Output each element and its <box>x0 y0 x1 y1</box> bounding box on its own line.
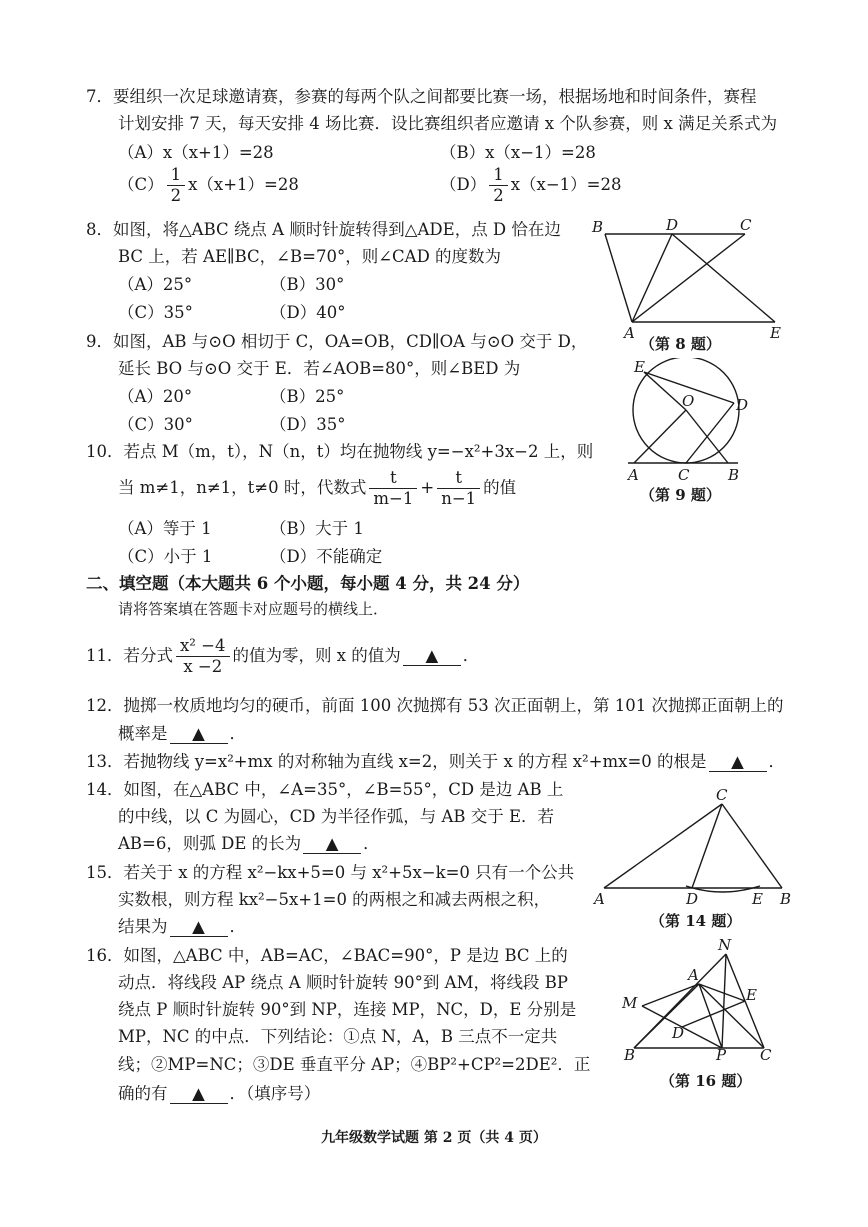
q15-prefix: 结果为 <box>118 917 168 936</box>
answer-blank: ▲ <box>170 1085 228 1104</box>
q9-option-c: （C）30° <box>118 415 193 434</box>
figure-q8-caption: （第 8 题） <box>640 335 721 353</box>
label-m: M <box>622 994 638 1012</box>
fraction-denominator: n−1 <box>441 489 477 508</box>
q7-option-a: （A）x（x+1）=28 <box>118 143 274 162</box>
q7-option-d <box>440 165 622 206</box>
answer-blank: ▲ <box>170 725 228 744</box>
fraction-denominator: 2 <box>493 186 504 205</box>
fraction <box>369 468 417 509</box>
q8-option-a: （A）25° <box>118 275 193 294</box>
fraction <box>176 636 230 677</box>
fraction-denominator: m−1 <box>373 489 414 508</box>
fraction-numerator: t <box>369 468 417 489</box>
fraction-numerator: x² −4 <box>176 636 230 657</box>
q10-line1: 10．若点 M（m，t），N（n，t）均在抛物线 y=−x²+3x−2 上，则 <box>86 442 594 461</box>
q13-end: ． <box>768 752 786 771</box>
q15-line3 <box>118 916 246 938</box>
q16-suffix: ．（填序号） <box>229 1084 321 1103</box>
q12-prefix: 概率是 <box>118 724 168 743</box>
q8-option-d: （D）40° <box>270 303 346 322</box>
answer-blank: ▲ <box>403 647 461 666</box>
fraction-numerator: t <box>437 468 480 489</box>
section-title: 二、填空题（本大题共 6 个小题，每小题 4 分，共 24 分） <box>86 574 530 593</box>
plus-sign: + <box>420 478 435 497</box>
q10-option-d: （D）不能确定 <box>270 547 383 566</box>
label-e: E <box>770 324 781 342</box>
q9-option-d: （D）35° <box>270 415 346 434</box>
q15-line1: 15．若关于 x 的方程 x²−kx+5=0 与 x²+5x−k=0 只有一个公共 <box>86 863 575 882</box>
label-d: D <box>672 1024 685 1042</box>
label-e: E <box>746 986 757 1004</box>
label-d: D <box>736 396 749 414</box>
label-c: C <box>740 216 752 234</box>
q16-line6 <box>118 1083 320 1105</box>
q15-end: ． <box>229 917 246 936</box>
q9-option-a: （A）20° <box>118 387 193 406</box>
q7-option-b: （B）x（x−1）=28 <box>440 143 596 162</box>
label-b: B <box>780 890 792 906</box>
label-a: A <box>624 324 635 342</box>
q10-option-c: （C）小于 1 <box>118 547 213 566</box>
q12-end: ． <box>229 724 246 743</box>
section-note: 请将答案填在答题卡对应题号的横线上． <box>118 600 389 618</box>
q13-line <box>86 751 785 773</box>
q16-line5: 线；②MP=NC；③DE 垂直平分 AP；④BP²+CP²=2DE²．正 <box>118 1055 591 1074</box>
q16-prefix: 确的有 <box>118 1084 168 1103</box>
q9-line2: 延长 BO 与⊙O 交于 E．若∠AOB=80°，则∠BED 为 <box>118 359 521 378</box>
q11-prefix: 11．若分式 <box>86 646 173 665</box>
fraction <box>167 165 186 206</box>
q7-option-c-label: （C） <box>118 175 164 194</box>
label-b: B <box>624 1046 636 1062</box>
figure-q16 <box>614 936 784 1062</box>
label-d: D <box>666 216 679 234</box>
label-e: E <box>752 890 763 906</box>
q10-line2-prefix: 当 m≠1，n≠1，t≠0 时，代数式 <box>118 478 367 497</box>
label-b: B <box>728 466 740 484</box>
q7-option-c <box>118 165 299 206</box>
label-c: C <box>716 786 728 804</box>
figure-q14 <box>592 786 796 906</box>
q8-option-c: （C）35° <box>118 303 193 322</box>
q14-line1: 14．如图，在△ABC 中，∠A=35°，∠B=55°，CD 是边 AB 上 <box>86 780 564 799</box>
q8-line2: BC 上，若 AE∥BC，∠B=70°，则∠CAD 的度数为 <box>118 247 502 266</box>
page-footer: 九年级数学试题 第 2 页（共 4 页） <box>321 1130 547 1146</box>
q7-option-d-text: x（x−1）=28 <box>510 175 622 194</box>
fraction <box>489 165 508 206</box>
q10-option-a: （A）等于 1 <box>118 519 212 538</box>
q9-option-b: （B）25° <box>270 387 345 406</box>
fraction <box>437 468 480 509</box>
q7-option-c-text: x（x+1）=28 <box>188 175 299 194</box>
q10-line2-suffix: 的值 <box>483 478 517 497</box>
q12-line1: 12．抛掷一枚质地均匀的硬币，前面 100 次抛掷有 53 次正面朝上，第 101 次抛掷正面朝上的 <box>86 696 784 715</box>
q15-line2: 实数根，则方程 kx²−5x+1=0 的两根之和减去两根之积， <box>118 890 551 909</box>
q14-prefix: AB=6，则弧 DE 的长为 <box>118 834 302 853</box>
figure-q9 <box>620 358 760 486</box>
q7-option-d-label: （D） <box>440 175 487 194</box>
q11-text: 的值为零，则 x 的值为 <box>232 646 401 665</box>
q13-text: 13．若抛物线 y=x²+mx 的对称轴为直线 x=2，则关于 x 的方程 x²+mx=0 的根是 <box>86 752 707 771</box>
figure-q9-caption: （第 9 题） <box>640 486 721 504</box>
label-e: E <box>634 358 645 376</box>
figure-q14-caption: （第 14 题） <box>650 912 742 930</box>
fraction-numerator: 1 <box>489 165 508 186</box>
label-d: D <box>686 890 699 906</box>
q8-option-b: （B）30° <box>270 275 345 294</box>
q16-line4: MP，NC 的中点．下列结论：①点 N，A，B 三点不一定共 <box>118 1027 558 1046</box>
q7-line1: 7．要组织一次足球邀请赛，参赛的每两个队之间都要比赛一场，根据场地和时间条件，赛程 <box>86 87 757 106</box>
q11-end: ． <box>462 646 480 665</box>
fraction-numerator: 1 <box>167 165 186 186</box>
label-a: A <box>688 966 699 984</box>
answer-blank: ▲ <box>170 918 228 937</box>
q11-line <box>86 636 479 677</box>
q16-line1: 16．如图，△ABC 中，AB=AC，∠BAC=90°，P 是边 BC 上的 <box>86 946 568 965</box>
label-a: A <box>628 466 639 484</box>
label-p: P <box>716 1046 727 1062</box>
fraction-denominator: 2 <box>170 186 182 205</box>
figure-q16-caption: （第 16 题） <box>660 1072 752 1090</box>
label-a: A <box>594 890 605 906</box>
q14-line2: 的中线，以 C 为圆心，CD 为半径作弧，与 AB 交于 E．若 <box>118 807 555 826</box>
answer-blank: ▲ <box>709 753 767 772</box>
label-b: B <box>592 218 604 236</box>
q14-end: ． <box>363 834 380 853</box>
label-c: C <box>760 1046 772 1062</box>
q10-option-b: （B）大于 1 <box>270 519 364 538</box>
label-c: C <box>678 466 690 484</box>
q8-line1: 8．如图，将△ABC 绕点 A 顺时针旋转得到△ADE，点 D 恰在边 <box>86 220 561 239</box>
figure-q8 <box>590 214 790 342</box>
label-o: O <box>682 392 695 410</box>
q12-line2 <box>118 723 246 745</box>
q16-line3: 绕点 P 顺时针旋转 90°到 NP，连接 MP，NC，D，E 分别是 <box>118 1000 577 1019</box>
q14-line3 <box>118 833 380 855</box>
q7-line2: 计划安排 7 天，每天安排 4 场比赛．设比赛组织者应邀请 x 个队参赛，则 x 满足关系式为 <box>118 114 778 133</box>
answer-blank: ▲ <box>303 835 361 854</box>
label-n: N <box>718 936 732 954</box>
q16-line2: 动点．将线段 AP 绕点 A 顺时针旋转 90°到 AM，将线段 BP <box>118 973 568 992</box>
fraction-denominator: x −2 <box>183 657 223 676</box>
q9-line1: 9．如图，AB 与⊙O 相切于 C，OA=OB，CD∥OA 与⊙O 交于 D， <box>86 332 588 351</box>
q10-line2 <box>118 468 516 509</box>
